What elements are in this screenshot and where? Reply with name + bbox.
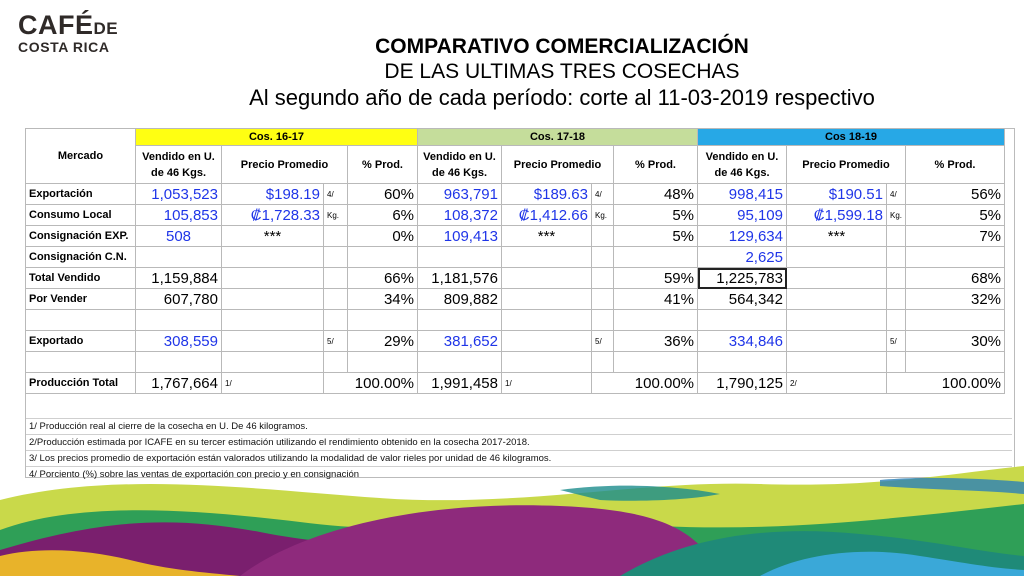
- precio-cell: ₡1,412.66: [502, 205, 592, 226]
- prod-header: % Prod.: [614, 146, 698, 184]
- vendido-cell: 2,625: [698, 247, 787, 268]
- logo-cafe-text: CAFÉ: [18, 10, 94, 40]
- footnote-ref: 1/: [502, 373, 592, 394]
- footnote-ref: 1/: [222, 373, 324, 394]
- footnote-ref: 4/: [324, 184, 348, 205]
- season-header-row: [26, 129, 1005, 146]
- selected-cell[interactable]: 1,225,783: [698, 268, 787, 289]
- vendido-cell: 963,791: [418, 184, 502, 205]
- column-header-row: [26, 146, 1005, 184]
- vendido-cell: 607,780: [136, 289, 222, 310]
- vendido-cell: 508: [136, 226, 222, 247]
- prod-cell: 48%: [614, 184, 698, 205]
- prod-cell: 41%: [614, 289, 698, 310]
- vendido-cell: 1,790,125: [698, 373, 787, 394]
- vendido-cell: 564,342: [698, 289, 787, 310]
- prod-cell: 30%: [906, 331, 1005, 352]
- precio-header: Precio Promedio: [222, 146, 348, 184]
- vendido-cell: 308,559: [136, 331, 222, 352]
- footnote-ref: 5/: [324, 331, 348, 352]
- footnote-ref: 4/: [592, 184, 614, 205]
- precio-cell: ***: [222, 226, 324, 247]
- precio-header: Precio Promedio: [787, 146, 906, 184]
- table-row-por-vender: [26, 289, 1005, 310]
- season-16-17-header: Cos. 16-17: [136, 129, 418, 146]
- precio-cell: $189.63: [502, 184, 592, 205]
- comparison-table: [25, 128, 1005, 394]
- prod-cell: 59%: [614, 268, 698, 289]
- prod-header: % Prod.: [348, 146, 418, 184]
- table-row-total-vendido: [26, 268, 1005, 289]
- prod-cell: 100.00%: [324, 373, 418, 394]
- vendido-cell: 1,991,458: [418, 373, 502, 394]
- vendido-header: Vendido en U. de 46 Kgs.: [418, 146, 502, 184]
- prod-cell: 29%: [348, 331, 418, 352]
- logo-costa-rica-text: COSTA RICA: [18, 39, 110, 55]
- table-row-consignacion-exp: [26, 226, 1005, 247]
- logo-de-text: DE: [93, 19, 119, 38]
- precio-header: Precio Promedio: [502, 146, 614, 184]
- prod-cell: 68%: [906, 268, 1005, 289]
- prod-cell: 100.00%: [887, 373, 1005, 394]
- precio-cell: $190.51: [787, 184, 887, 205]
- vendido-header: Vendido en U. de 46 Kgs.: [136, 146, 222, 184]
- vendido-cell: 105,853: [136, 205, 222, 226]
- vendido-cell: 1,159,884: [136, 268, 222, 289]
- row-label: Consumo Local: [26, 205, 136, 226]
- prod-header: % Prod.: [906, 146, 1005, 184]
- prod-cell: 5%: [614, 205, 698, 226]
- precio-cell: ₡1,728.33: [222, 205, 324, 226]
- prod-cell: 34%: [348, 289, 418, 310]
- prod-cell: 0%: [348, 226, 418, 247]
- prod-cell: 5%: [906, 205, 1005, 226]
- season-17-18-header: Cos. 17-18: [418, 129, 698, 146]
- decorative-landscape-illustration: [0, 460, 1024, 576]
- prod-cell: 60%: [348, 184, 418, 205]
- spacer-row: [26, 352, 1005, 373]
- footnote-ref: Kg.: [887, 205, 906, 226]
- title-line-2: DE LAS ULTIMAS TRES COSECHAS: [384, 60, 740, 83]
- footnote-ref: 2/: [787, 373, 887, 394]
- prod-cell: 66%: [348, 268, 418, 289]
- footnote-2: 2/Producción estimada por ICAFE en su tercer estimación utilizando el rendimiento obtenido en la cosecha 2017-2018.: [26, 434, 1012, 450]
- footnote-ref: 4/: [887, 184, 906, 205]
- prod-cell: 100.00%: [592, 373, 698, 394]
- footnote-3: 3/ Los precios promedio de exportación están valorados utilizando la modalidad de valor rieles por unidad de 46 kilogramos.: [26, 450, 1012, 466]
- slide-title: [100, 34, 1024, 112]
- vendido-cell: 129,634: [698, 226, 787, 247]
- prod-cell: 5%: [614, 226, 698, 247]
- vendido-cell: 109,413: [418, 226, 502, 247]
- row-label: Total Vendido: [26, 268, 136, 289]
- precio-cell: $198.19: [222, 184, 324, 205]
- vendido-cell: 998,415: [698, 184, 787, 205]
- vendido-cell: 1,767,664: [136, 373, 222, 394]
- vendido-cell: 95,109: [698, 205, 787, 226]
- prod-cell: 36%: [614, 331, 698, 352]
- vendido-cell: 334,846: [698, 331, 787, 352]
- vendido-cell: 809,882: [418, 289, 502, 310]
- table-row-exportacion: [26, 184, 1005, 205]
- spacer-row: [26, 310, 1005, 331]
- table-row-exportado: [26, 331, 1005, 352]
- row-label: Exportación: [26, 184, 136, 205]
- title-line-1: COMPARATIVO COMERCIALIZACIÓN: [375, 35, 749, 58]
- prod-cell: 6%: [348, 205, 418, 226]
- vendido-cell: 108,372: [418, 205, 502, 226]
- title-line-3: Al segundo año de cada período: corte al 11-03-2019 respectivo: [249, 85, 875, 110]
- row-label: Consignación C.N.: [26, 247, 136, 268]
- footnote-4: 4/ Porciento (%) sobre las ventas de exportación con precio y en consignación: [26, 466, 1012, 482]
- row-label: Exportado: [26, 331, 136, 352]
- vendido-cell: 1,053,523: [136, 184, 222, 205]
- footnote-ref: Kg.: [592, 205, 614, 226]
- row-label: Por Vender: [26, 289, 136, 310]
- mercado-header: Mercado: [26, 129, 136, 184]
- vendido-header: Vendido en U. de 46 Kgs.: [698, 146, 787, 184]
- row-label: Consignación EXP.: [26, 226, 136, 247]
- season-18-19-header: Cos 18-19: [698, 129, 1005, 146]
- table-row-consumo-local: [26, 205, 1005, 226]
- precio-cell: ***: [502, 226, 592, 247]
- precio-cell: ***: [787, 226, 887, 247]
- table-row-produccion-total: [26, 373, 1005, 394]
- prod-cell: 7%: [906, 226, 1005, 247]
- table-row-consignacion-cn: [26, 247, 1005, 268]
- vendido-cell: 1,181,576: [418, 268, 502, 289]
- footnote-ref: Kg.: [324, 205, 348, 226]
- prod-cell: 32%: [906, 289, 1005, 310]
- footnote-1: 1/ Producción real al cierre de la cosecha en U. De 46 kilogramos.: [26, 418, 1012, 434]
- footnote-ref: 5/: [887, 331, 906, 352]
- vendido-cell: 381,652: [418, 331, 502, 352]
- row-label: Producción Total: [26, 373, 136, 394]
- footnote-ref: 5/: [592, 331, 614, 352]
- precio-cell: ₡1,599.18: [787, 205, 887, 226]
- prod-cell: 56%: [906, 184, 1005, 205]
